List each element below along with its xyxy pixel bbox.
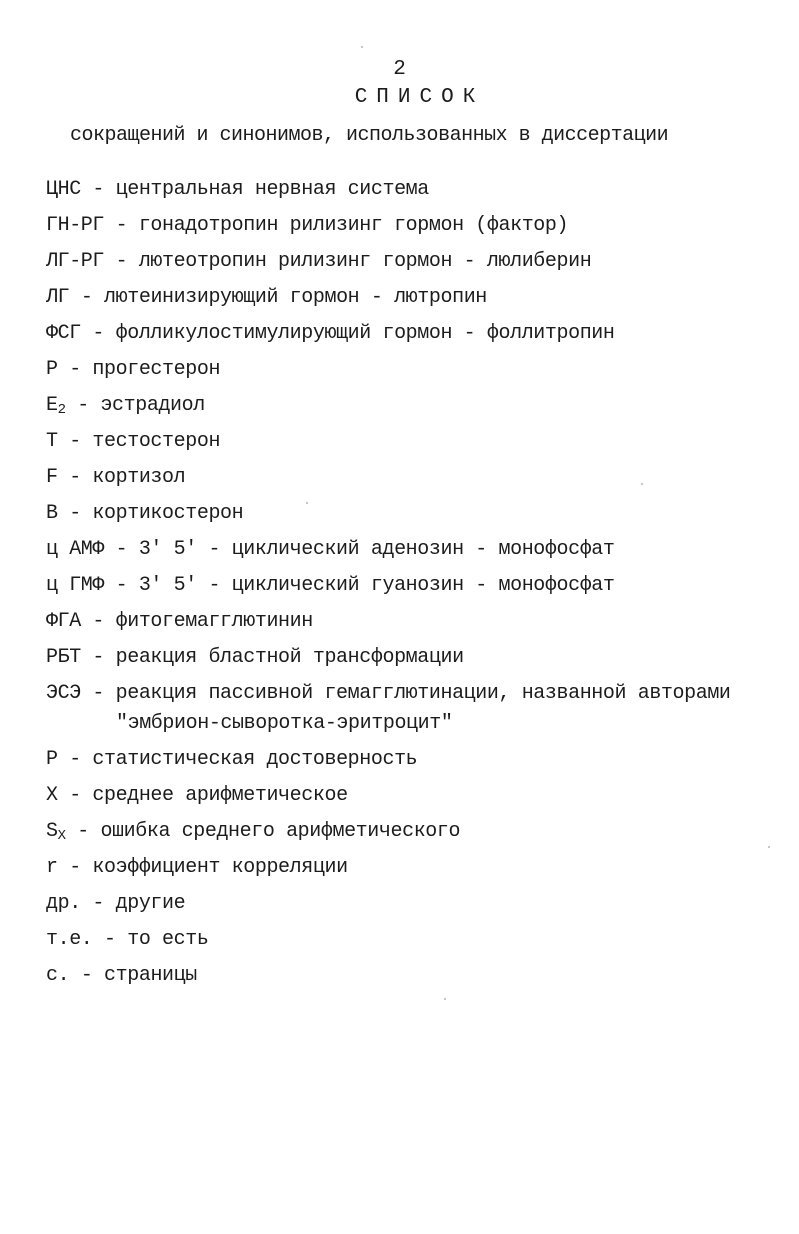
definition: эстрадиол (100, 394, 205, 417)
abbreviation: Р (46, 748, 58, 771)
abbreviation: с. (46, 964, 70, 987)
definition: среднее арифметическое (92, 784, 348, 807)
abbreviation: Р (46, 358, 58, 381)
scan-speck (768, 846, 770, 848)
definition-continuation: "эмбрион-сыворотка-эритроцит" (116, 712, 453, 735)
list-item: т.е. - то есть (46, 928, 209, 951)
definition: лютеотропин рилизинг гормон - люлиберин (138, 250, 592, 273)
abbreviation: F (46, 466, 58, 489)
page-subtitle: сокращений и синонимов, использованных в диссертации (70, 124, 669, 147)
list-item: др. - другие (46, 892, 186, 915)
abbreviation: ЭСЭ (46, 682, 81, 705)
list-item: ЛГ-РГ - лютеотропин рилизинг гормон - люлиберин (46, 250, 592, 273)
definition: гонадотропин рилизинг гормон (фактор) (138, 214, 569, 237)
abbreviation: ФГА (46, 610, 81, 633)
list-item: ГН-РГ - гонадотропин рилизинг гормон (фактор) (46, 214, 569, 237)
list-item: В - кортикостерон (46, 502, 244, 525)
scan-speck (641, 483, 643, 485)
list-item: F - кортизол (46, 466, 186, 489)
list-item: ЛГ - лютеинизирующий гормон - лютропин (46, 286, 487, 309)
definition: реакция пассивной гемагглютинации, названной авторами (115, 682, 731, 705)
definition: прогестерон (92, 358, 221, 381)
definition: кортизол (92, 466, 186, 489)
abbreviation: ц АМФ (46, 538, 105, 561)
abbreviation: Т (46, 430, 58, 453)
abbreviation: РБТ (46, 646, 81, 669)
abbreviation: ЛГ-РГ (46, 250, 105, 273)
definition: 3' 5' - циклический аденозин - монофосфат (138, 538, 615, 561)
abbreviation-list (46, 175, 776, 997)
list-item: Х - среднее арифметическое (46, 784, 348, 807)
abbreviation-subscript: 2 (57, 402, 66, 418)
list-item: РБТ - реакция бластной трансформации (46, 646, 464, 669)
definition: другие (115, 892, 186, 915)
definition: 3' 5' - циклический гуанозин - монофосфат (138, 574, 615, 597)
abbreviation-subscript: X (57, 828, 66, 844)
list-item: Р - статистическая достоверность (46, 748, 418, 771)
list-item: r - коэффициент корреляции (46, 856, 348, 879)
abbreviation: r (46, 856, 58, 879)
definition: то есть (127, 928, 209, 951)
definition: ошибка среднего арифметического (100, 820, 461, 843)
definition: страницы (104, 964, 197, 987)
abbreviation: ФСГ (46, 322, 81, 345)
list-item: ФГА - фитогемагглютинин (46, 610, 313, 633)
list-item: с. - страницы (46, 964, 197, 987)
definition: статистическая достоверность (92, 748, 418, 771)
abbreviation: ЛГ (46, 286, 70, 309)
list-item: Р - прогестерон (46, 358, 221, 381)
abbreviation: др. (46, 892, 81, 915)
list-item: ц ГМФ - 3' 5' - циклический гуанозин - монофосфат (46, 574, 615, 597)
definition: фитогемагглютинин (115, 610, 313, 633)
page-number: 2 (393, 58, 406, 81)
abbreviation: E (46, 394, 58, 417)
list-item: ЦНС - центральная нервная система (46, 178, 429, 201)
definition: кортикостерон (92, 502, 244, 525)
page-title: СПИСОК (354, 86, 485, 109)
definition: коэффициент корреляции (92, 856, 348, 879)
abbreviation: В (46, 502, 58, 525)
definition: тестостерон (92, 430, 221, 453)
list-item: ФСГ - фолликулостимулирующий гормон - фоллитропин (46, 322, 615, 345)
abbreviation: т.е. (46, 928, 93, 951)
abbreviation: ГН-РГ (46, 214, 105, 237)
definition: лютеинизирующий гормон - лютропин (104, 286, 487, 309)
list-item: Т - тестостерон (46, 430, 221, 453)
abbreviation: S (46, 820, 58, 843)
list-item: $E_2$ - эстрадиол (46, 394, 205, 418)
list-item: ЭСЭ - реакция пассивной гемагглютинации, названной авторами "эмбрион-сыворотка-эритроцит" (46, 679, 776, 745)
scan-speck (306, 502, 308, 504)
scan-speck (361, 46, 363, 48)
abbreviation: ЦНС (46, 178, 81, 201)
definition: центральная нервная система (115, 178, 429, 201)
definition: реакция бластной трансформации (115, 646, 464, 669)
abbreviation: ц ГМФ (46, 574, 105, 597)
list-item: $S_X$ - ошибка среднего арифметического (46, 820, 461, 844)
list-item: ц АМФ - 3' 5' - циклический аденозин - монофосфат (46, 538, 615, 561)
scan-speck (444, 998, 446, 1000)
definition: фолликулостимулирующий гормон - фоллитропин (115, 322, 615, 345)
abbreviation: Х (46, 784, 58, 807)
